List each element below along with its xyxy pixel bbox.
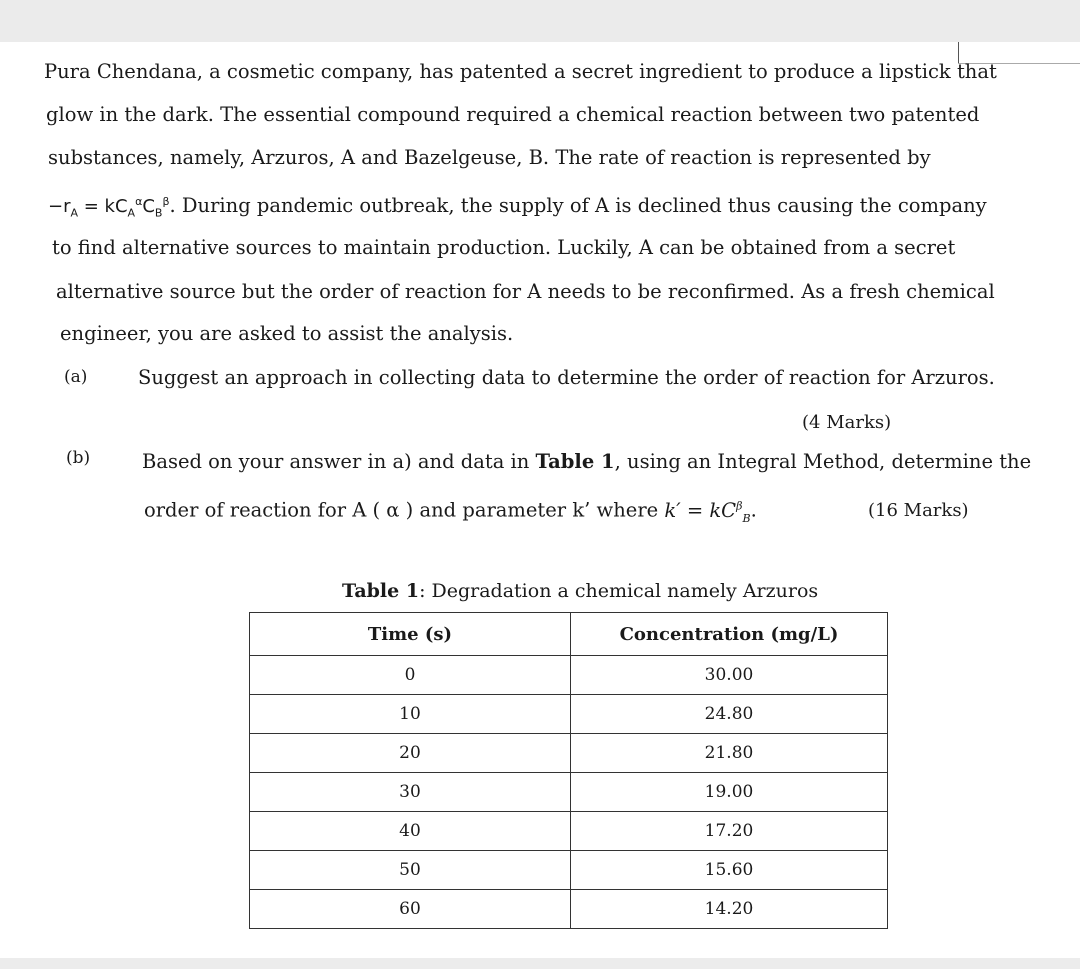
question-b-marks: (16 Marks) [868,500,969,521]
time-cell: 60 [250,890,571,929]
time-cell: 30 [250,773,571,812]
question-b-text-line-2: order of reaction for A ( α ) and parameter k’ where $k' = kC^\beta_B$. [144,498,757,525]
header-time: Time (s) [250,613,571,656]
paragraph-line-6: alternative source but the order of reaction for A needs to be reconfirmed. As a fresh chemical [56,280,995,303]
paragraph-line-3: substances, namely, Arzuros, A and Bazelgeuse, B. The rate of reaction is represented by [48,146,931,169]
time-cell: 40 [250,812,571,851]
table-row [250,890,888,929]
time-cell: 20 [250,734,571,773]
question-b-label: (b) [66,448,91,468]
concentration-cell: 19.00 [571,773,888,812]
table-row [250,773,888,812]
concentration-cell: 30.00 [571,656,888,695]
paragraph-line-2: glow in the dark. The essential compound required a chemical reaction between two patented [46,103,980,126]
top-border [0,0,1080,42]
time-cell: 10 [250,695,571,734]
time-cell: 50 [250,851,571,890]
question-a-text: Suggest an approach in collecting data to determine the order of reaction for Arzuros. [138,366,995,389]
table-row [250,812,888,851]
k-prime-equation: $k' = kC^\beta_B$ [664,498,751,525]
question-b-text-line-1: Based on your answer in a) and data in Table 1, using an Integral Method, determine the [142,450,1032,473]
paragraph-line-1: Pura Chendana, a cosmetic company, has patented a secret ingredient to produce a lipstick that [44,60,997,83]
question-a-marks: (4 Marks) [802,412,892,433]
concentration-cell: 14.20 [571,890,888,929]
bottom-border [0,958,1080,969]
concentration-cell: 24.80 [571,695,888,734]
rate-equation: $-r_A = kC_A^\alpha C_B^\beta$ [48,195,170,220]
table-header-row [250,613,888,656]
table-row [250,851,888,890]
paragraph-line-4: $-r_A = kC_A^\alpha C_B^\beta$. During pandemic outbreak, the supply of A is declined thus causing the company [48,194,987,220]
table-row [250,695,888,734]
concentration-cell: 15.60 [571,851,888,890]
question-a-label: (a) [64,367,88,387]
table-caption: Table 1: Degradation a chemical namely Arzuros [342,580,819,602]
concentration-cell: 17.20 [571,812,888,851]
table-row [250,734,888,773]
paragraph-line-5: to find alternative sources to maintain production. Luckily, A can be obtained from a secret [52,236,956,259]
time-cell: 0 [250,656,571,695]
paragraph-line-7: engineer, you are asked to assist the analysis. [60,322,514,345]
data-table [249,612,888,929]
header-concentration: Concentration (mg/L) [571,613,888,656]
concentration-cell: 21.80 [571,734,888,773]
table-row [250,656,888,695]
